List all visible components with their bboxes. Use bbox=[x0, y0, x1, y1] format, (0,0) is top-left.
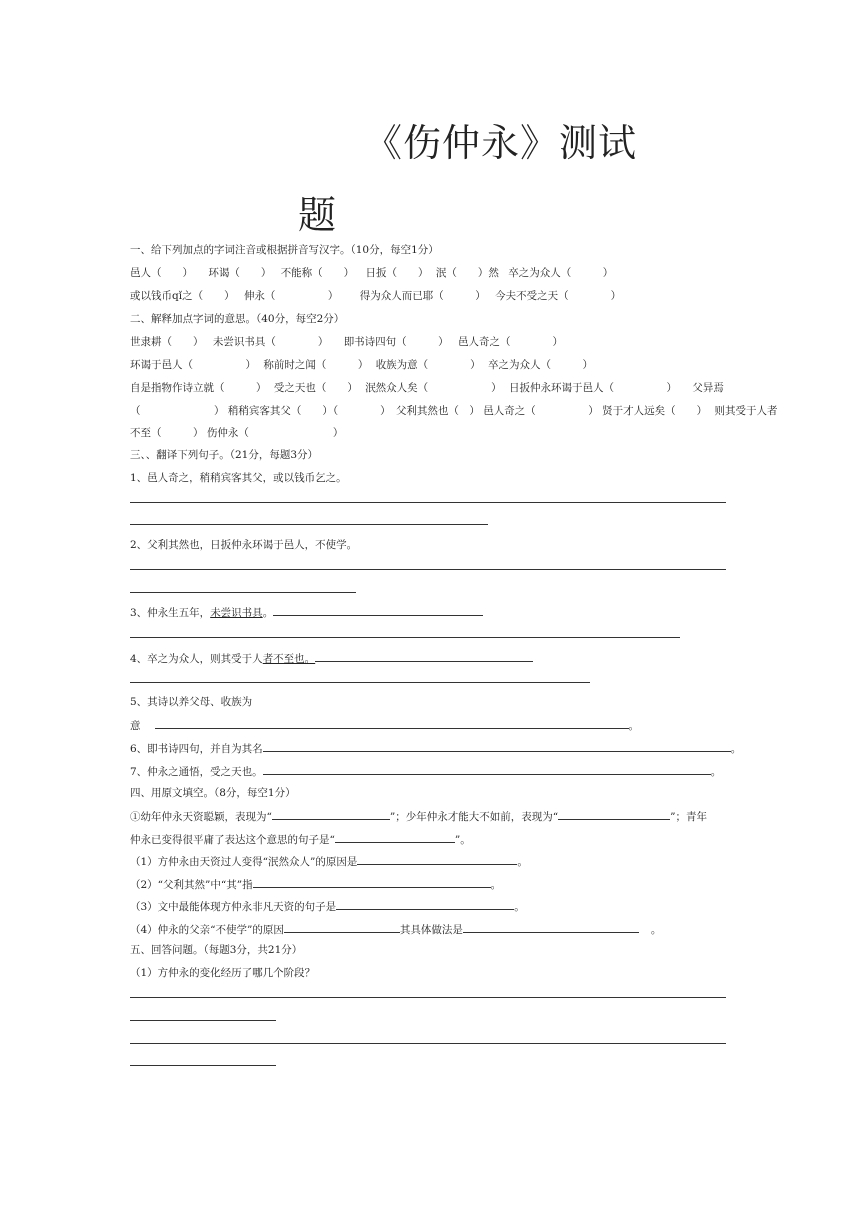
text: ”。 bbox=[454, 834, 471, 846]
answer-line bbox=[263, 763, 711, 775]
section-2-row-4 bbox=[130, 404, 777, 418]
item: 稍稍宾客其父（ ）（ ） bbox=[227, 405, 391, 417]
item: 卒之为众人（ ） bbox=[508, 267, 614, 279]
text: 。 bbox=[514, 901, 525, 913]
text: 。 bbox=[628, 720, 639, 732]
answer-line bbox=[130, 524, 488, 525]
text: （3）文中最能体现方仲永非凡天资的句子是 bbox=[130, 901, 337, 913]
answer-blank bbox=[253, 876, 491, 888]
item: 未尝识书具（ ） bbox=[212, 336, 329, 348]
text: （1）方仲永由天资过人变得“泯然众人”的原因是 bbox=[130, 856, 358, 868]
item: 受之天也（ ） bbox=[273, 382, 358, 394]
translate-q6 bbox=[130, 740, 741, 756]
text: （4）仲永的父亲“不使学”的原因 bbox=[130, 924, 284, 936]
answer-line bbox=[130, 682, 590, 683]
answer-line bbox=[130, 1020, 276, 1021]
section-1-row-1 bbox=[130, 266, 613, 280]
section-2-heading: 二、解释加点字词的意思。（40分，每空2分） bbox=[130, 313, 345, 325]
item: 伤仲永（ ） bbox=[206, 427, 344, 439]
section-1-heading: 一、给下列加点的字词注音或根据拼音写汉字。（10分，每空1分） bbox=[130, 244, 439, 256]
section-2-row-5 bbox=[130, 426, 343, 440]
fill-q2 bbox=[130, 876, 501, 892]
item: 父利其然也（ ） bbox=[395, 405, 480, 417]
translate-q1: 1、邑人奇之，稍稍宾客其父，或以钱币乞之。 bbox=[130, 472, 347, 484]
item: 即书诗四句（ ） bbox=[343, 336, 449, 348]
item: 得为众人而已耶（ ） bbox=[359, 290, 486, 302]
answer-line bbox=[155, 717, 629, 729]
text: 。 bbox=[517, 856, 528, 868]
item: 或以钱币qǐ之（ ） bbox=[130, 290, 235, 302]
item: （ ） bbox=[130, 405, 225, 417]
item: 泯然众人矣（ ） bbox=[365, 382, 502, 394]
section-1-row-2 bbox=[130, 289, 621, 303]
text: 。 bbox=[490, 879, 502, 891]
answer-line bbox=[130, 592, 356, 593]
item: 邑人奇之（ ） bbox=[483, 405, 599, 417]
fill-line-1 bbox=[130, 808, 707, 824]
item: 邑人奇之（ ） bbox=[458, 336, 564, 348]
answer-blank bbox=[558, 808, 670, 820]
text: 。 bbox=[710, 766, 722, 778]
answer-line bbox=[130, 569, 726, 570]
answer-line bbox=[263, 740, 731, 752]
translate-q5: 5、其诗以养父母、收族为 bbox=[130, 696, 253, 708]
answer-line bbox=[130, 637, 680, 638]
text: 。 bbox=[650, 924, 662, 936]
answer-line bbox=[273, 604, 483, 616]
translate-q4 bbox=[130, 650, 533, 666]
item: 不至（ ） bbox=[130, 427, 204, 439]
text: 。 bbox=[730, 743, 742, 755]
text: 6、即书诗四句，并自为其名 bbox=[130, 743, 263, 755]
answer-blank bbox=[336, 898, 514, 910]
title-line-1: 《伤仲永》测试 bbox=[364, 121, 638, 165]
fill-line-2 bbox=[130, 831, 471, 847]
section-2-row-3 bbox=[130, 381, 724, 395]
item: 自是指物作诗立就（ ） bbox=[130, 382, 267, 394]
underlined-phrase: 者不至也。 bbox=[262, 653, 316, 665]
fill-q4 bbox=[130, 921, 661, 937]
text: 4、卒之为众人，则其受于人 bbox=[130, 653, 263, 665]
translate-q7 bbox=[130, 763, 721, 779]
item: 父异焉 bbox=[692, 382, 724, 394]
item: 环谒于邑人（ ） bbox=[130, 359, 256, 371]
text: 仲永已变得很平庸了表达这个意思的句子是“ bbox=[130, 834, 335, 846]
fill-q1 bbox=[130, 853, 528, 869]
text: 7、仲永之通悟，受之天也。 bbox=[130, 766, 263, 778]
item: 则其受于人者 bbox=[714, 405, 778, 417]
text: 3、仲永生五年， bbox=[130, 607, 211, 619]
section-2-row-2 bbox=[130, 358, 593, 372]
answer-line bbox=[130, 1065, 276, 1066]
answer-blank bbox=[463, 921, 639, 933]
item: 卒之为众人（ ） bbox=[488, 359, 594, 371]
item: 邑人（ ） bbox=[130, 267, 193, 279]
answer-blank bbox=[335, 831, 455, 843]
answer-blank bbox=[272, 808, 390, 820]
fill-q3 bbox=[130, 898, 525, 914]
item: 泯（ ）然 bbox=[435, 267, 499, 279]
answer-line bbox=[315, 650, 533, 662]
title-line-2: 题 bbox=[298, 193, 337, 237]
text: ”；青年 bbox=[670, 811, 707, 823]
translate-q2: 2、父利其然也，日扳仲永环谒于邑人，不使学。 bbox=[130, 539, 358, 551]
section-2-row-1 bbox=[130, 335, 563, 349]
item: 今夫不受之天（ ） bbox=[495, 290, 622, 302]
section-5-heading: 五、回答问题。（每题3分，共21分） bbox=[130, 944, 303, 956]
item: 伸永（ ） bbox=[243, 290, 339, 302]
item: 日扳仲永环谒于邑人（ ） bbox=[509, 382, 678, 394]
text: 意 bbox=[130, 720, 141, 732]
translate-q5-line bbox=[130, 717, 639, 733]
item: 贤于才人远矣（ ） bbox=[602, 405, 708, 417]
answer-blank bbox=[284, 921, 400, 933]
answer-line bbox=[130, 1043, 726, 1044]
text: ”；少年仲永才能大不如前，表现为“ bbox=[389, 811, 559, 823]
item: 不能称（ ） bbox=[280, 267, 355, 279]
underlined-phrase: 未尝识书具 bbox=[210, 607, 263, 619]
item: 世隶耕（ ） bbox=[130, 336, 204, 348]
text: ①幼年仲永天资聪颖，表现为“ bbox=[130, 811, 272, 823]
text: 。 bbox=[262, 607, 274, 619]
answer-q1: （1）方仲永的变化经历了哪几个阶段？ bbox=[130, 967, 316, 979]
text: 其具体做法是 bbox=[399, 924, 463, 936]
answer-line bbox=[130, 502, 726, 503]
item: 日扳（ ） bbox=[365, 267, 429, 279]
section-3-heading: 三、、翻译下列句子。（21分，每题3分） bbox=[130, 449, 319, 461]
item: 称前时之闻（ ） bbox=[263, 359, 369, 371]
answer-blank bbox=[357, 853, 517, 865]
text: （2）“父利其然”中“其”指 bbox=[130, 879, 253, 891]
item: 环谒（ ） bbox=[208, 267, 272, 279]
item: 收族为意（ ） bbox=[375, 359, 481, 371]
answer-line bbox=[130, 997, 726, 998]
translate-q3 bbox=[130, 604, 483, 620]
section-4-heading: 四、用原文填空。（8分，每空1分） bbox=[130, 787, 296, 799]
